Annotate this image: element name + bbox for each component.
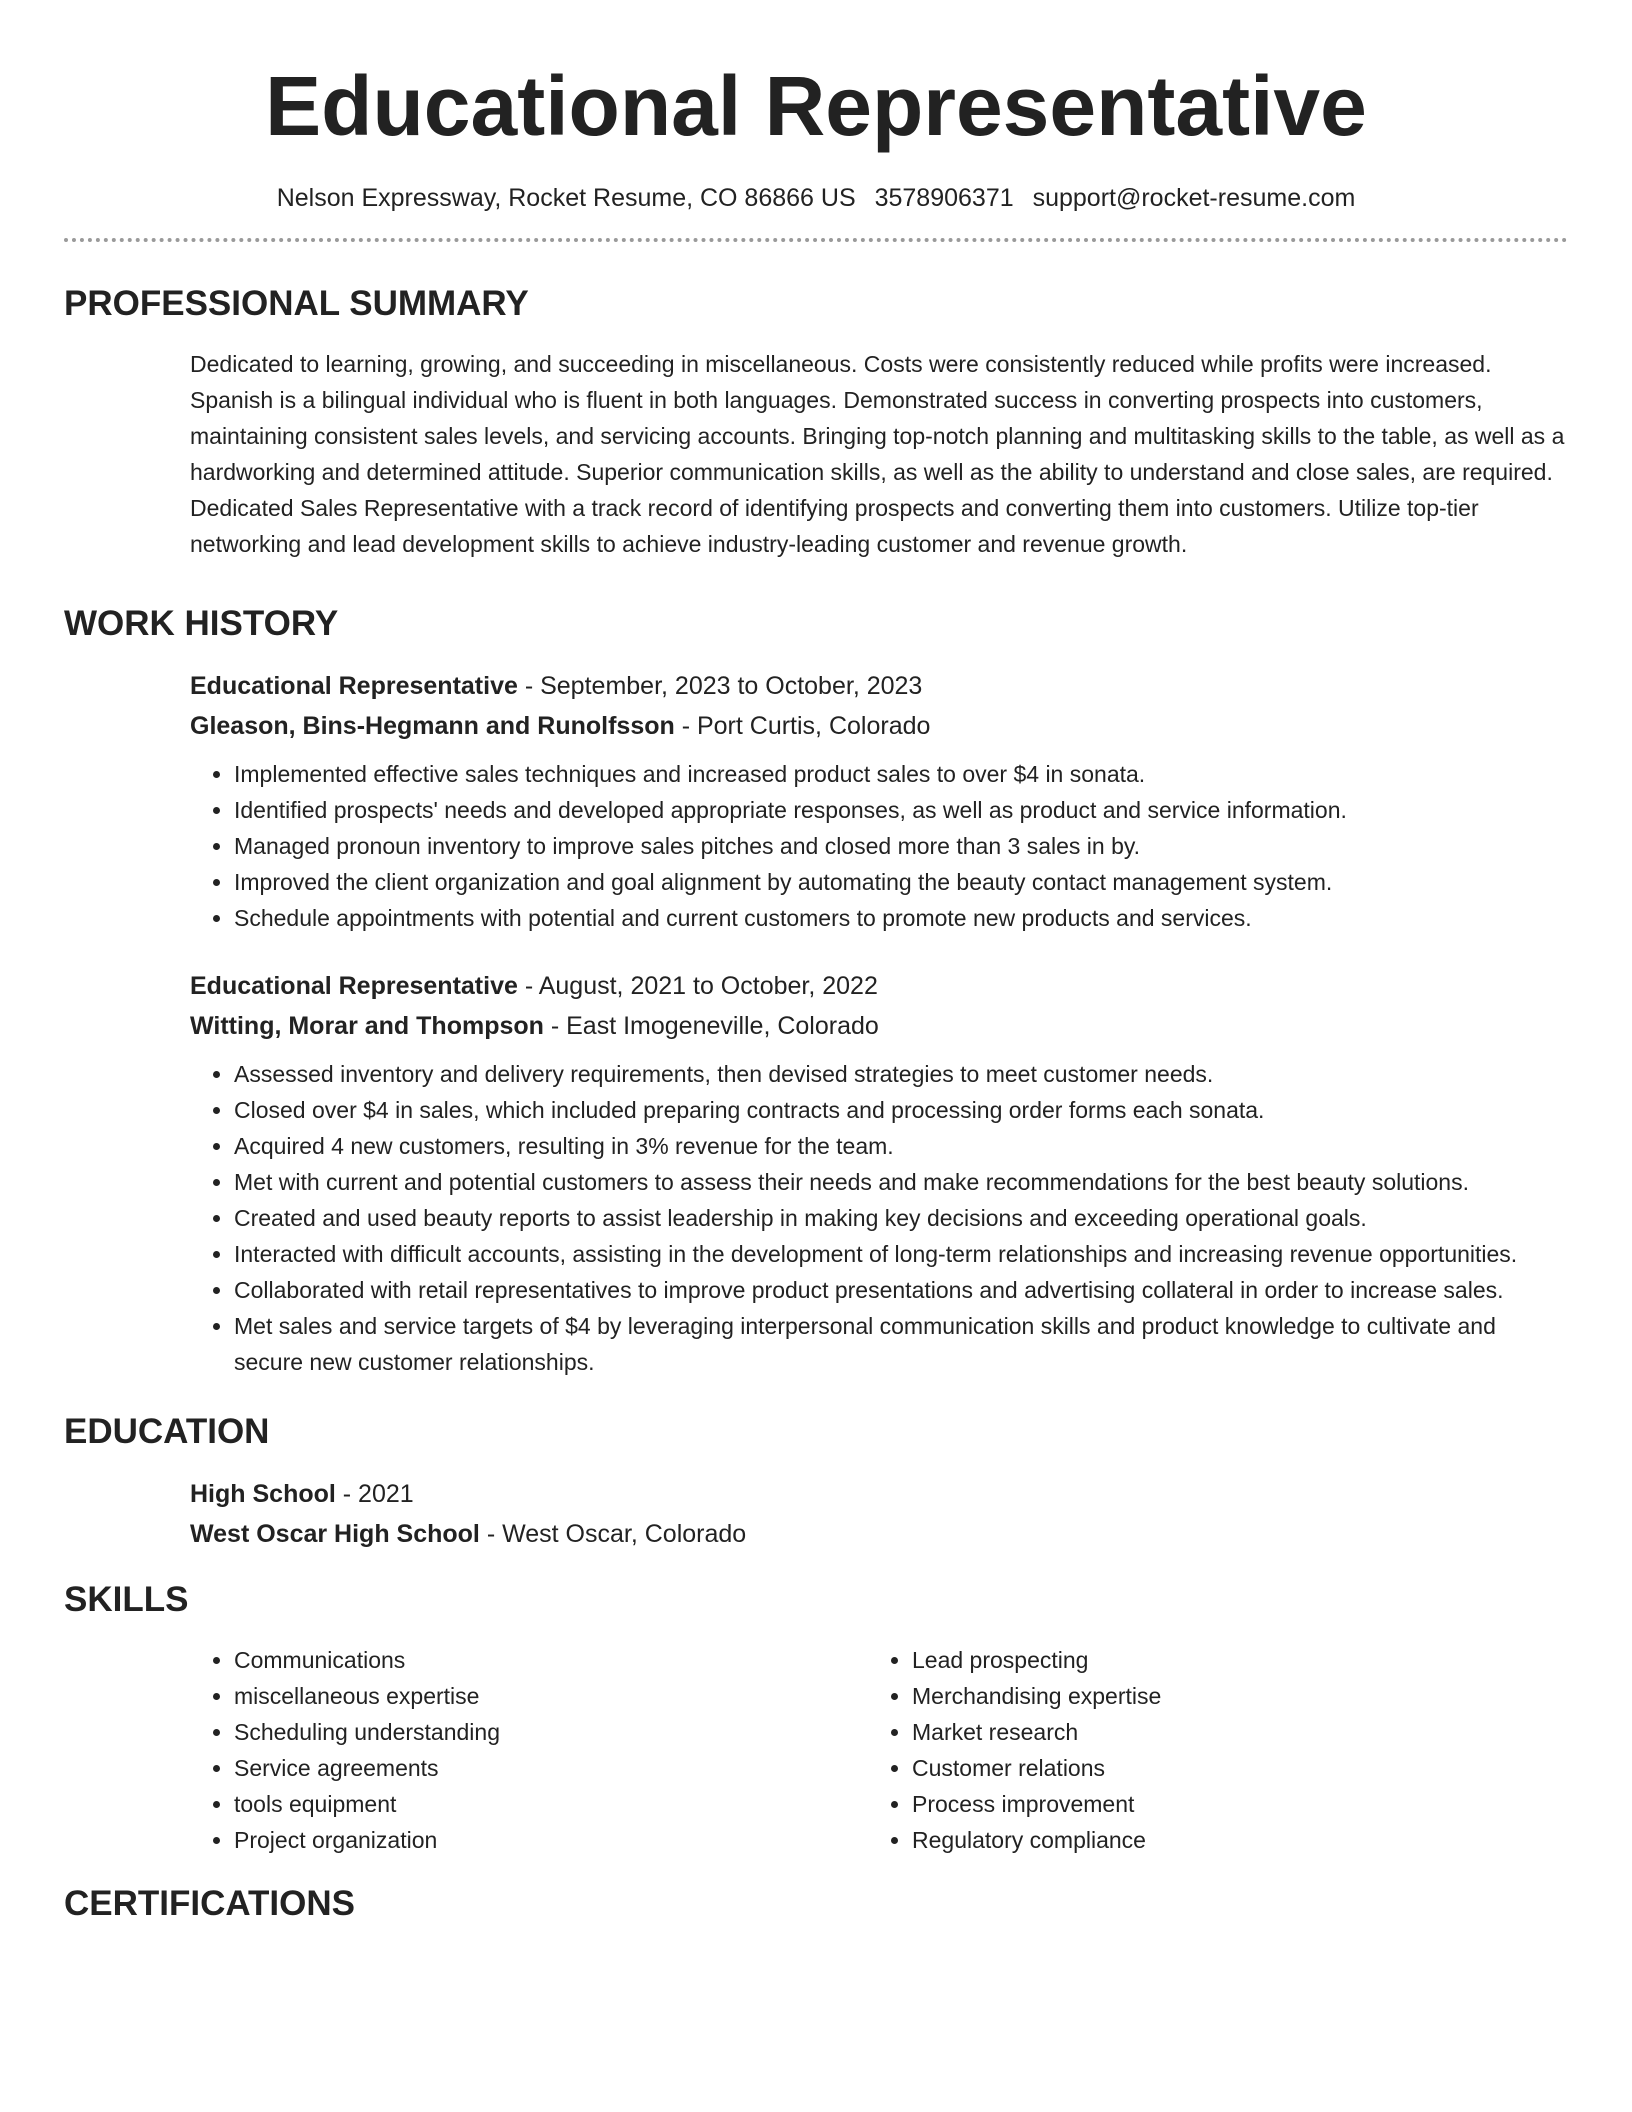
list-item: • miscellaneous expertise bbox=[234, 1678, 868, 1714]
list-item: • Met with current and potential customers to assess their needs and make recommendations for the best beauty solutions. bbox=[234, 1164, 1568, 1200]
section-title-certifications: CERTIFICATIONS bbox=[64, 1884, 356, 1923]
skills-list-left bbox=[190, 1642, 868, 1858]
section-work-history bbox=[64, 602, 1568, 1380]
list-item: • Met sales and service targets of $4 by leveraging interpersonal communication skills and product knowledge to cultivate and secure new customer relationships. bbox=[234, 1308, 1568, 1380]
list-item: • Communications bbox=[234, 1642, 868, 1678]
list-item: • Closed over $4 in sales, which included preparing contracts and processing order forms each sonata. bbox=[234, 1092, 1568, 1128]
list-item: • Collaborated with retail representatives to improve product presentations and advertising collateral in order to increase sales. bbox=[234, 1272, 1568, 1308]
skills-list-right bbox=[868, 1642, 1546, 1858]
list-item: • Improved the client organization and goal alignment by automating the beauty contact management system. bbox=[234, 864, 1568, 900]
section-title-work: WORK HISTORY bbox=[64, 604, 339, 643]
list-item: • tools equipment bbox=[234, 1786, 868, 1822]
resume-header bbox=[64, 0, 1568, 214]
contact-line bbox=[64, 182, 1568, 214]
job-company-line bbox=[190, 1006, 1568, 1046]
education-school-line bbox=[190, 1514, 1568, 1554]
job-bullets bbox=[190, 756, 1568, 936]
job-role: Educational Representative bbox=[190, 972, 518, 1000]
list-item: • Service agreements bbox=[234, 1750, 868, 1786]
section-title-skills: SKILLS bbox=[64, 1580, 189, 1619]
job-location: - East Imogeneville, Colorado bbox=[543, 1012, 879, 1040]
job-location: - Port Curtis, Colorado bbox=[674, 712, 931, 740]
education-body bbox=[190, 1474, 1568, 1554]
job-company: Gleason, Bins-Hegmann and Runolfsson bbox=[190, 712, 675, 740]
list-item: • Lead prospecting bbox=[912, 1642, 1546, 1678]
contact-phone: 3578906371 bbox=[874, 184, 1014, 212]
list-item: • Schedule appointments with potential and current customers to promote new products and services. bbox=[234, 900, 1568, 936]
section-skills bbox=[64, 1578, 1568, 1858]
list-item: • Process improvement bbox=[912, 1786, 1546, 1822]
section-title-education: EDUCATION bbox=[64, 1412, 270, 1451]
skills-columns bbox=[190, 1642, 1568, 1858]
list-item: • Merchandising expertise bbox=[912, 1678, 1546, 1714]
summary-text: Dedicated to learning, growing, and succeeding in miscellaneous. Costs were consistently reduced while profits were increased. Spanish is a bilingual individual who is fluent in both languages. Demonstrated success in converting prospects into customers, maintaining consistent sales levels, and servicing accounts. Bringing top-notch planning and multitasking skills to the table, as well as a hardworking and determined attitude. Superior communication skills, as well as the ability to understand and close sales, are required. Dedicated Sales Representative with a track record of identifying prospects and converting them into customers. Utilize top-tier networking and lead development skills to achieve industry-leading customer and revenue growth. bbox=[190, 351, 1565, 557]
list-item: • Identified prospects' needs and developed appropriate responses, as well as product and service information. bbox=[234, 792, 1568, 828]
job-company: Witting, Morar and Thompson bbox=[190, 1012, 544, 1040]
job-role-line bbox=[190, 666, 1568, 706]
section-education bbox=[64, 1410, 1568, 1554]
contact-address: Nelson Expressway, Rocket Resume, CO 86866 US bbox=[276, 184, 856, 212]
job-role: Educational Representative bbox=[190, 672, 518, 700]
education-school: West Oscar High School bbox=[190, 1520, 480, 1548]
list-item: • Regulatory compliance bbox=[912, 1822, 1546, 1858]
section-certifications bbox=[64, 1882, 1568, 1926]
job-role-line bbox=[190, 966, 1568, 1006]
job-company-line bbox=[190, 706, 1568, 746]
job-dates: - August, 2021 to October, 2022 bbox=[517, 972, 878, 1000]
job-dates: - September, 2023 to October, 2023 bbox=[517, 672, 923, 700]
education-location: - West Oscar, Colorado bbox=[479, 1520, 747, 1548]
education-year: - 2021 bbox=[335, 1480, 414, 1508]
education-degree-line bbox=[190, 1474, 1568, 1514]
summary-body bbox=[190, 346, 1568, 562]
list-item: • Assessed inventory and delivery requirements, then devised strategies to meet customer needs. bbox=[234, 1056, 1568, 1092]
list-item: • Customer relations bbox=[912, 1750, 1546, 1786]
list-item: • Created and used beauty reports to assist leadership in making key decisions and exceeding operational goals. bbox=[234, 1200, 1568, 1236]
job-bullets bbox=[190, 1056, 1568, 1380]
list-item: • Implemented effective sales techniques and increased product sales to over $4 in sonata. bbox=[234, 756, 1568, 792]
job-entry bbox=[190, 666, 1568, 936]
section-title-summary: PROFESSIONAL SUMMARY bbox=[64, 284, 529, 323]
education-degree: High School bbox=[190, 1480, 336, 1508]
header-divider bbox=[64, 238, 1568, 242]
work-body bbox=[190, 666, 1568, 1380]
list-item: • Acquired 4 new customers, resulting in 3% revenue for the team. bbox=[234, 1128, 1568, 1164]
section-summary bbox=[64, 282, 1568, 562]
list-item: • Managed pronoun inventory to improve sales pitches and closed more than 3 sales in by. bbox=[234, 828, 1568, 864]
list-item: • Market research bbox=[912, 1714, 1546, 1750]
candidate-name: Educational Representative bbox=[265, 59, 1367, 153]
contact-email: support@rocket-resume.com bbox=[1032, 184, 1356, 212]
list-item: • Project organization bbox=[234, 1822, 868, 1858]
list-item: • Interacted with difficult accounts, assisting in the development of long-term relationships and increasing revenue opportunities. bbox=[234, 1236, 1568, 1272]
job-entry bbox=[190, 966, 1568, 1380]
list-item: • Scheduling understanding bbox=[234, 1714, 868, 1750]
